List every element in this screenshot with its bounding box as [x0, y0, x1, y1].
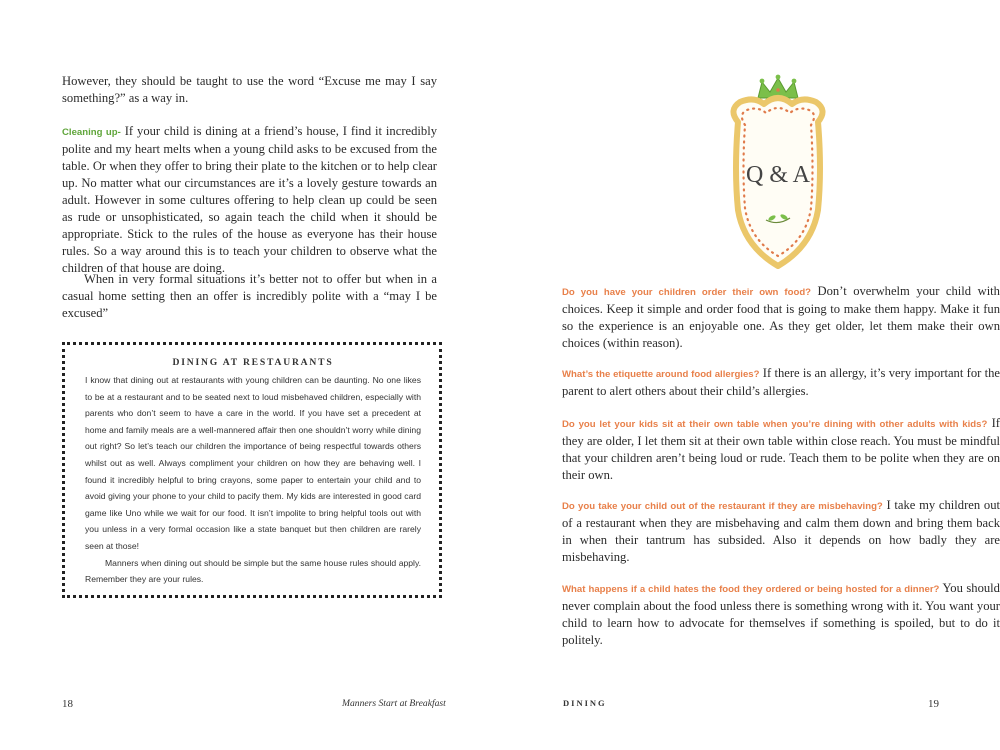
cleaning-up-text: If your child is dining at a friend’s house, I find it incredibly polite and my heart melts when a young child asks to be excused from the table. Or when they offer to bring their plate to the kitchen or to help clear up. No matter what our circumstances are it’s a lovely gesture towards an adult. However in some cultures offering to help clean up could be seen as rude or unsophisticated, so again teach the child when it should be appropriate. Stick to the rules of the house as everyone has their house rules. So a way around this is to teach your children to observe what the children of that house are doing. [62, 124, 437, 275]
crest-text: Q & A [745, 162, 811, 188]
sidebar-body [85, 372, 421, 588]
page-number-right: 19 [928, 698, 939, 710]
section-label: DINING [563, 698, 607, 708]
cleaning-up-label: Cleaning up- [62, 127, 121, 138]
qa-question-1: Do you have your children order their own food? [562, 287, 812, 298]
qa-item-1 [562, 283, 1000, 352]
qa-question-3: Do you let your kids sit at their own table when you’re dining with other adults with kids? [562, 419, 988, 430]
dining-at-restaurants-box [62, 342, 442, 598]
crown-icon [758, 75, 798, 98]
formal-paragraph: When in very formal situations it’s better not to offer but when in a casual home setting then an offer is incredibly polite with a “may I be excused” [62, 272, 437, 320]
sidebar-title: DINING AT RESTAURANTS [172, 357, 334, 368]
qa-item-4 [562, 497, 1000, 566]
qa-answer-4: I take my children out of a restaurant when they are misbehaving and calm them down and bring them back in when their tantrum has subsided. Also it depends on how badly they are misbehaving. [562, 498, 1000, 564]
qa-item-3 [562, 415, 1000, 484]
qa-answer-1: Don’t overwhelm your child with choices. Keep it simple and order food that is going to make them happy. Make it fun so the experience is an enjoyable one. As they get older, let them make their own choices (within reason). [562, 284, 1000, 350]
qa-question-2: What’s the etiquette around food allergies? [562, 369, 760, 380]
sidebar-paragraph-2: Manners when dining out should be simple but the same house rules should apply. Remember they are your rules. [85, 557, 421, 585]
qa-question-4: Do you take your child out of the restaurant if they are misbehaving? [562, 501, 883, 512]
qa-item-2 [562, 365, 1000, 400]
running-title: Manners Start at Breakfast [342, 698, 446, 709]
qa-crest-illustration [718, 70, 838, 280]
qa-question-5: What happens if a child hates the food they ordered or being hosted for a dinner? [562, 584, 940, 595]
qa-answer-2: If there is an allergy, it’s very important for the parent to alert others about their child’s allergies. [562, 366, 1000, 398]
cleaning-up-paragraph [62, 123, 437, 277]
qa-answer-3: If they are older, I let them sit at their own table within close reach. You must be mindful that your children aren’t being loud or rude. Teach them to be polite when they are on their own. [562, 416, 1000, 482]
sidebar-paragraph-1: I know that dining out at restaurants with young children can be daunting. No one likes to be at a restaurant and to be seated next to loud misbehaved children, especially with parents who don’t seem to have a care in the world. If you have set a precedent at home and family meals are a well-mannered affair then one shouldn’t worry while dining out right? So let’s teach our children the importance of being respectful towards others whilst out as well. Always compliment your children on how they are behaving well. I found it incredibly helpful to bring crayons, some paper to entertain your child and to avoid giving your phone to your child to pacify them. My kids are interested in good card game like Uno while we wait for our food. It isn’t impolite to bring helpful tools out with you unless in a very formal occasion like a state banquet but then children are rarely seen at those! [85, 375, 421, 551]
right-page [500, 0, 1000, 750]
intro-paragraph: However, they should be taught to use the word “Excuse me may I say something?” as a way in. [62, 74, 437, 105]
page-number-left: 18 [62, 698, 73, 710]
qa-item-5 [562, 580, 1000, 649]
qa-answer-5: You should never complain about the food unless there is something wrong with it. You want your child to learn how to advocate for themselves if something is spoiled, but to do it politely. [562, 581, 1000, 647]
